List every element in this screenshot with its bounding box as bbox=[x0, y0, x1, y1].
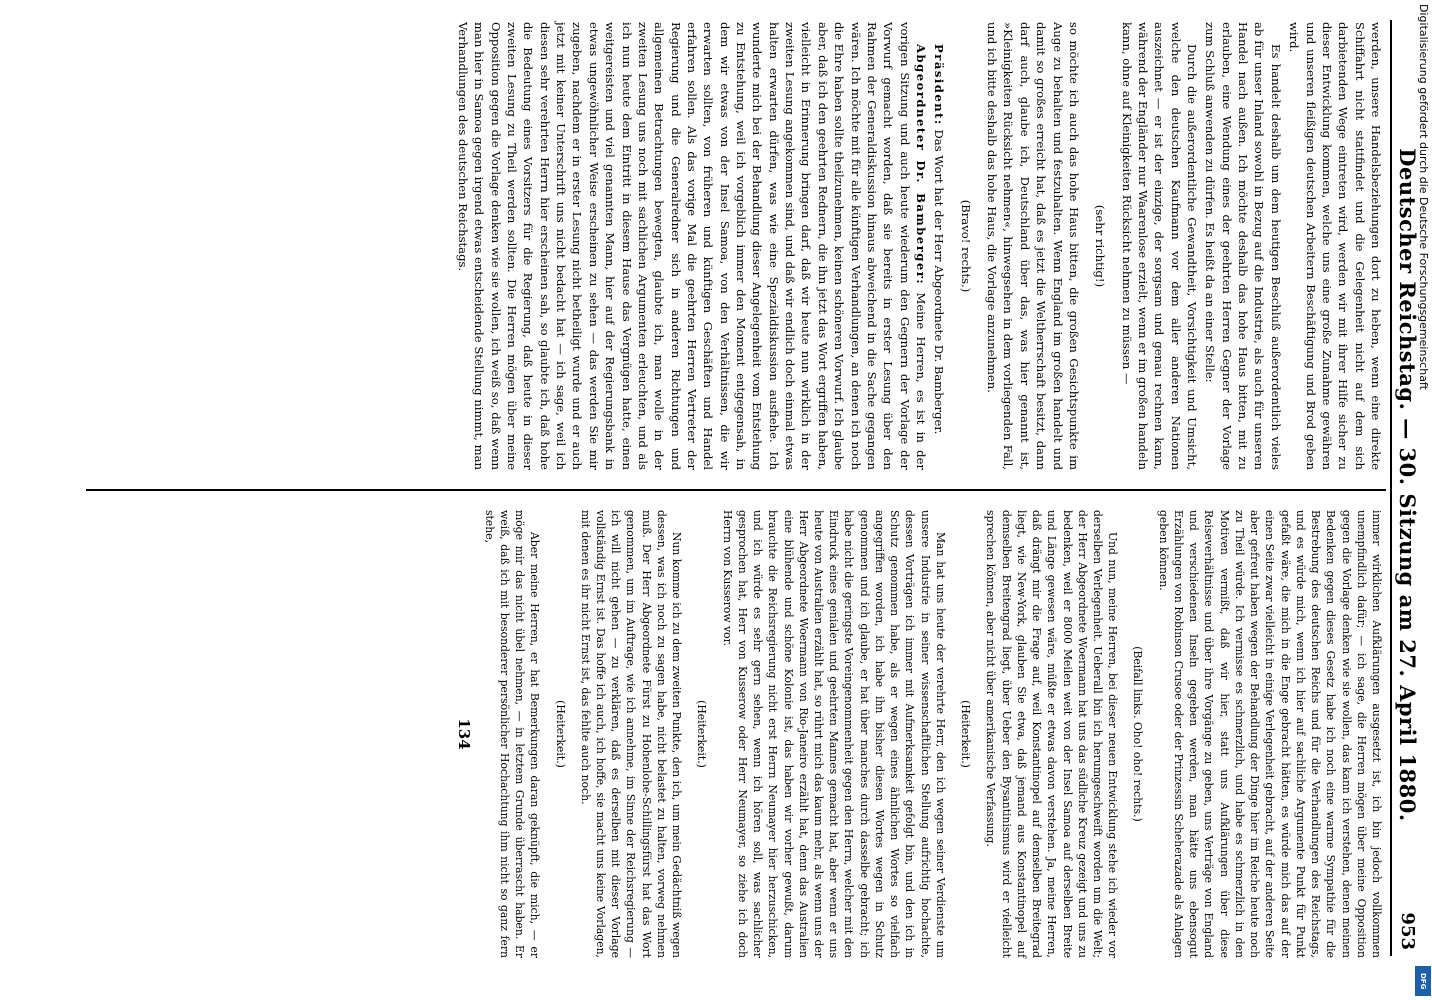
president-remark bbox=[931, 22, 947, 470]
digitization-credit bbox=[1414, 0, 1432, 1000]
header-rule bbox=[1390, 20, 1392, 956]
paragraph: Und nun, meine Herren, bei dieser neuen Entwicklung stehe ich wieder vor derselben Verlegenheit. Ueberall bin ich herumgeschweift worden um die Welt; der Herr Abgeordnete Woermann hat uns das südliche Kreuz gezeigt und uns zu bedenken, weil er 8000 Meilen weit von der Insel Samoa auf derselben Breite und Länge gewesen wäre, müßte er etwas davon verstehen. Ja, meine Herren, daß drängt mir die Frage auf, weil Konstantinopel auf demselben Breitegrad liegt, wie New-York, glauben Sie etwa, daß jemand aus Konstantinopel auf demselben Breitengrad liegt, über Ueber den Bysantinismus wird er vielleicht sprechen können, aber nicht über amerikanische Verfassung. bbox=[984, 510, 1120, 958]
paragraph: immer wirklichen Aufklärungen ausgesetzt ist, ich bin jedoch vollkommen unempfindlich dafür; — ich sage, die Herren mögen über meine Opposition gegen die Vorlage denken wie sie wollen, das kann ich verstehen, denen meinen Bedenken gegen dieses Gesetz habe ich noch eine warme Sympathie für die Bestrebung des deutschen Reichs und für die Verhandlungen des Reichstags, und es würde mich, wenn ich hier auf sachliche Argumente Punkt für Punkt gefaßt wäre, die mich in die Enge gebracht hätten, es würde mich das auf der einen Seite zwar vielleicht in einige Verlegenheit gebracht, auf der anderen Seite aber gefreut haben wegen der Behandlung der Dinge hier im Reiche heute noch zu Theil würde. Ich vermisse es schmerzlich, und habe es schmerzlich in den Motiven vermißt, daß wir hier, statt uns Aufklärungen über diese Reiseverhältnisse und über ihre Vorgänge zu geben, uns Verträge von England und verschiedenen Inseln gegeben werden, man hätte uns ebensogut Erzählungen von Robinson Crusoe oder der Prinzessin Scheherazade als Anlagen geben können. bbox=[1156, 510, 1383, 958]
interjection: (Heiterkeit.) bbox=[553, 700, 567, 768]
paragraph: Nun komme ich zu dem zweiten Punkte, den ich, um mein Gedächtniß wegen dessen, was ich noch zu sagen habe, nicht belastet zu halten, vorweg nehmen muß. Der Herr Abgeordnete Fürst zu Hohenlohe-Schillingsfürst hat das Wort genommen, um im Auftrage, wie ich annehme, im Sinne der Reichsregierung — ich will nicht gehen — zu verklären, daß es derselben mit dieser Vorlage vollständig Ernst ist. Das hoffe ich auch, ich hoffe, sie macht uns keine Vorlagen, mit denen es ihr nicht Ernst ist, das fehlte auch noch. bbox=[578, 510, 684, 958]
interjection: (Heiterkeit.) bbox=[695, 700, 709, 768]
paragraph: Man hat uns heute der verehrte Herr, den ich wegen seiner Verdienste um unsere Industrie in seiner wissenschaftlichen Stellung aufrichtig hochachte, dessen Vorträgen ich immer mit Aufmerksamkeit gefolgt bin, und den ich in Schutz genommen habe, als er wegen eines ähnlichen Wortes so vielfach angegriffen worden, ich habe ihn bisher diesen Wortes wegen in Schutz genommen und ich glaube, er hat über manches durch dasselbe gebracht; ich habe nicht die geringste Voreingenommenheit gegen den Herrn, welcher mit den Eindruck eines genialen und geehrten Mannes gemacht hat, aber wenn er uns heute von Australien erzählt hat, so rührt mich das kaum mehr, als wenn uns der Herr Abgeordnete Woermann von Rio-Janeiro erzählt hat, denn das Australien eine blühende und schöne Kolonie ist, das haben wir vorher gewußt, darum brauchte die Reichsregierung nicht erst Herrn Neumayer hier herzuschicken, und ich würde es sehr gern sehen, wenn ich hören soll, was sachlicher gesprochen hat, Herr von Kusserow oder Herr Neumayer, so ziehe ich doch Herrn von Kusserow vor. bbox=[720, 510, 947, 958]
interjection: (Heiterkeit.) bbox=[959, 700, 973, 768]
left-column bbox=[453, 22, 1384, 470]
quotation: Durch die außerordentliche Gewandtheit, Vorsichtigkeit und Umsicht, welche den deutschen Kaufmann vor dem aller anderen Nationen auszeichnet — er ist der einzige, der sorgsam und genau rechnen kann, während der Engländer nur Waarenlose erzielt, wenn er im großen handeln kann, ohne auf Kleinigkeiten Rücksicht nehmen zu müssen — bbox=[1119, 22, 1200, 470]
speaker-label: Präsident: bbox=[932, 44, 947, 126]
speech-text: Das Wort hat der Herr Abgeordnete Dr. Bamberger. bbox=[932, 129, 947, 435]
interjection: (sehr richtig!) bbox=[1093, 204, 1108, 288]
speaker-label: Abgeordneter Dr. Bamberger: bbox=[914, 44, 929, 286]
column-divider bbox=[86, 489, 1386, 491]
running-title: Deutscher Reichstag. — 30. Sitzung am 27. April 1880. bbox=[1395, 148, 1420, 822]
speech-text: Meine Herren, es ist in der vorigen Sitzung und auch heute wiederum den Gegnern der Vorlage der Vorwurf gemacht worden, daß sie bereits in erster Lesung über den Rahmen der Generaldiskussion hinaus abweichend in die Sache gegangen wären. Ich möchte mit für alle künftigen Verhandlungen, an denen ich noch die Ehre haben sollte theilzunehmen, keinen schöneren Vorwurf. Ich glaube aber, daß ich den geehrten Rednern, die ihn jetzt das Wort ergriffen haben, vielleicht in Erinnerung bringen darf, daß wir heute nun wirklich in der zweiten Lesung angekommen sind, und daß wir endlich doch einmal etwas halten erwarten dürfen, was wie eine Spezialdiskussion ausfiehe. Ich wunderte mich bei der Behandlung dieser Angelegenheit vom Entstehung zu Entstehung, weil ich vorgeblich immer den Moment entgegensah, in dem wir etwas von der Insel Samoa, von den Verhältnissen, die wir erwarten sollten, von früheren und künftigen Geschäften und Handel erfahren sollen. Als das vorige Mal die geehrten Herren Vertreter der Regierung und die Generalredner sich in anderen Richtungen und allgemeinen Betrachtungen bewegten, glaubte ich, man wolle in der zweiten Lesung uns noch mit sachlichen Argumenten erleuchten, und als ich nun heute dem Eintritt in diesem Hause das Vergnügen hatte, einen weitgereisten und viel genannten Mann, hier auf der Regierungsbank in etwas ungewöhnlicher Weise erscheinen zu sehen — das werden Sie mir zugeben, nachdem er in erster Lesung nicht betheiligt wurde und er auch jetzt mit keiner Unterschrift uns nicht bedacht hat — ich sage, weil ich diesen sehr verehrten Herrn hier erscheinen sah, so glaubte ich, daß hohe die Bedeutung eines Vorsitzers für die Regierung, daß heute in dieser zweiten Lesung zu Theil werden sollten. Die Herren mögen über meine Opposition gegen die Vorlage denken wie sie wollen, ich weiß so, daß wenn man hier in Samoa gegen irgend etwas entscheidende Stellung nimmt, man Verhandlungen des deutschen Reichstags. bbox=[455, 22, 929, 470]
credit-text: Digitalisierung gefördert durch die Deutsche Forschungsgemeinschaft bbox=[1417, 4, 1430, 390]
page-number: 953 bbox=[1397, 912, 1418, 950]
paragraph: Es handelt deshalb um dem heutigen Beschluß außerordentlich vieles ab für unser Inland sowohl in Bezug auf die Industrie, als auch für unseren Handel nach außen. Ich möchte deshalb das hohe Haus bitten, mit zu erlauben, eine Wendung eines der geehrten Herren Gegner der Vorlage zum Schluß anwenden zu dürfen. Es heißt da an einer Stelle: bbox=[1203, 22, 1283, 470]
interjection: (Bravo! rechts.) bbox=[958, 199, 973, 293]
paragraph: werden, unsere Handelsbeziehungen dort zu heben, wenn eine direkte Schiffahrt nicht stattfindet und die Gelegenheit nicht auf dem sich darbietenden Wege eintreten wird, werden wir mit ihrer Hilfe sicher zu dieser Entwicklung kommen, welche uns eine große Zunahme gewähren und unseren fleißigen deutschen Arbeitern Beschäftigung und Brod geben wird. bbox=[1287, 22, 1383, 470]
right-column bbox=[456, 510, 1384, 958]
paragraph: so möchte ich auch das hohe Haus bitten, die großen Gesichtspunkte im Auge zu behalten und festzuhalten. Wenn England im großen handelt und damit so großes erreicht hat, daß es jetzt die Weltherrschaft besitzt, dann darf auch, glaube ich, Deutschland über das, was hier genannt ist, »Kleinigkeiten Rücksicht nehmen«, hinwegsehen in dem vorliegenden Fall, und ich bitte deshalb das hohe Haus, die Vorlage anzunehmen. bbox=[985, 22, 1081, 470]
dfg-logo: DFG bbox=[1415, 966, 1431, 996]
speech-paragraph bbox=[455, 22, 929, 470]
footer-number: 134 bbox=[455, 718, 474, 750]
interjection: (Beifall links. Oho! oho! rechts.) bbox=[1131, 646, 1145, 822]
paragraph: Aber meine Herren, er hat Bemerkungen daran geknüpft, die mich, — er möge mir das nicht übel nehmen, — in letztem Grunde überrascht haben. Er weiß, daß ich mit besonderer persönlicher Hochachtung ihm nicht so ganz fern stehe, bbox=[482, 510, 542, 958]
